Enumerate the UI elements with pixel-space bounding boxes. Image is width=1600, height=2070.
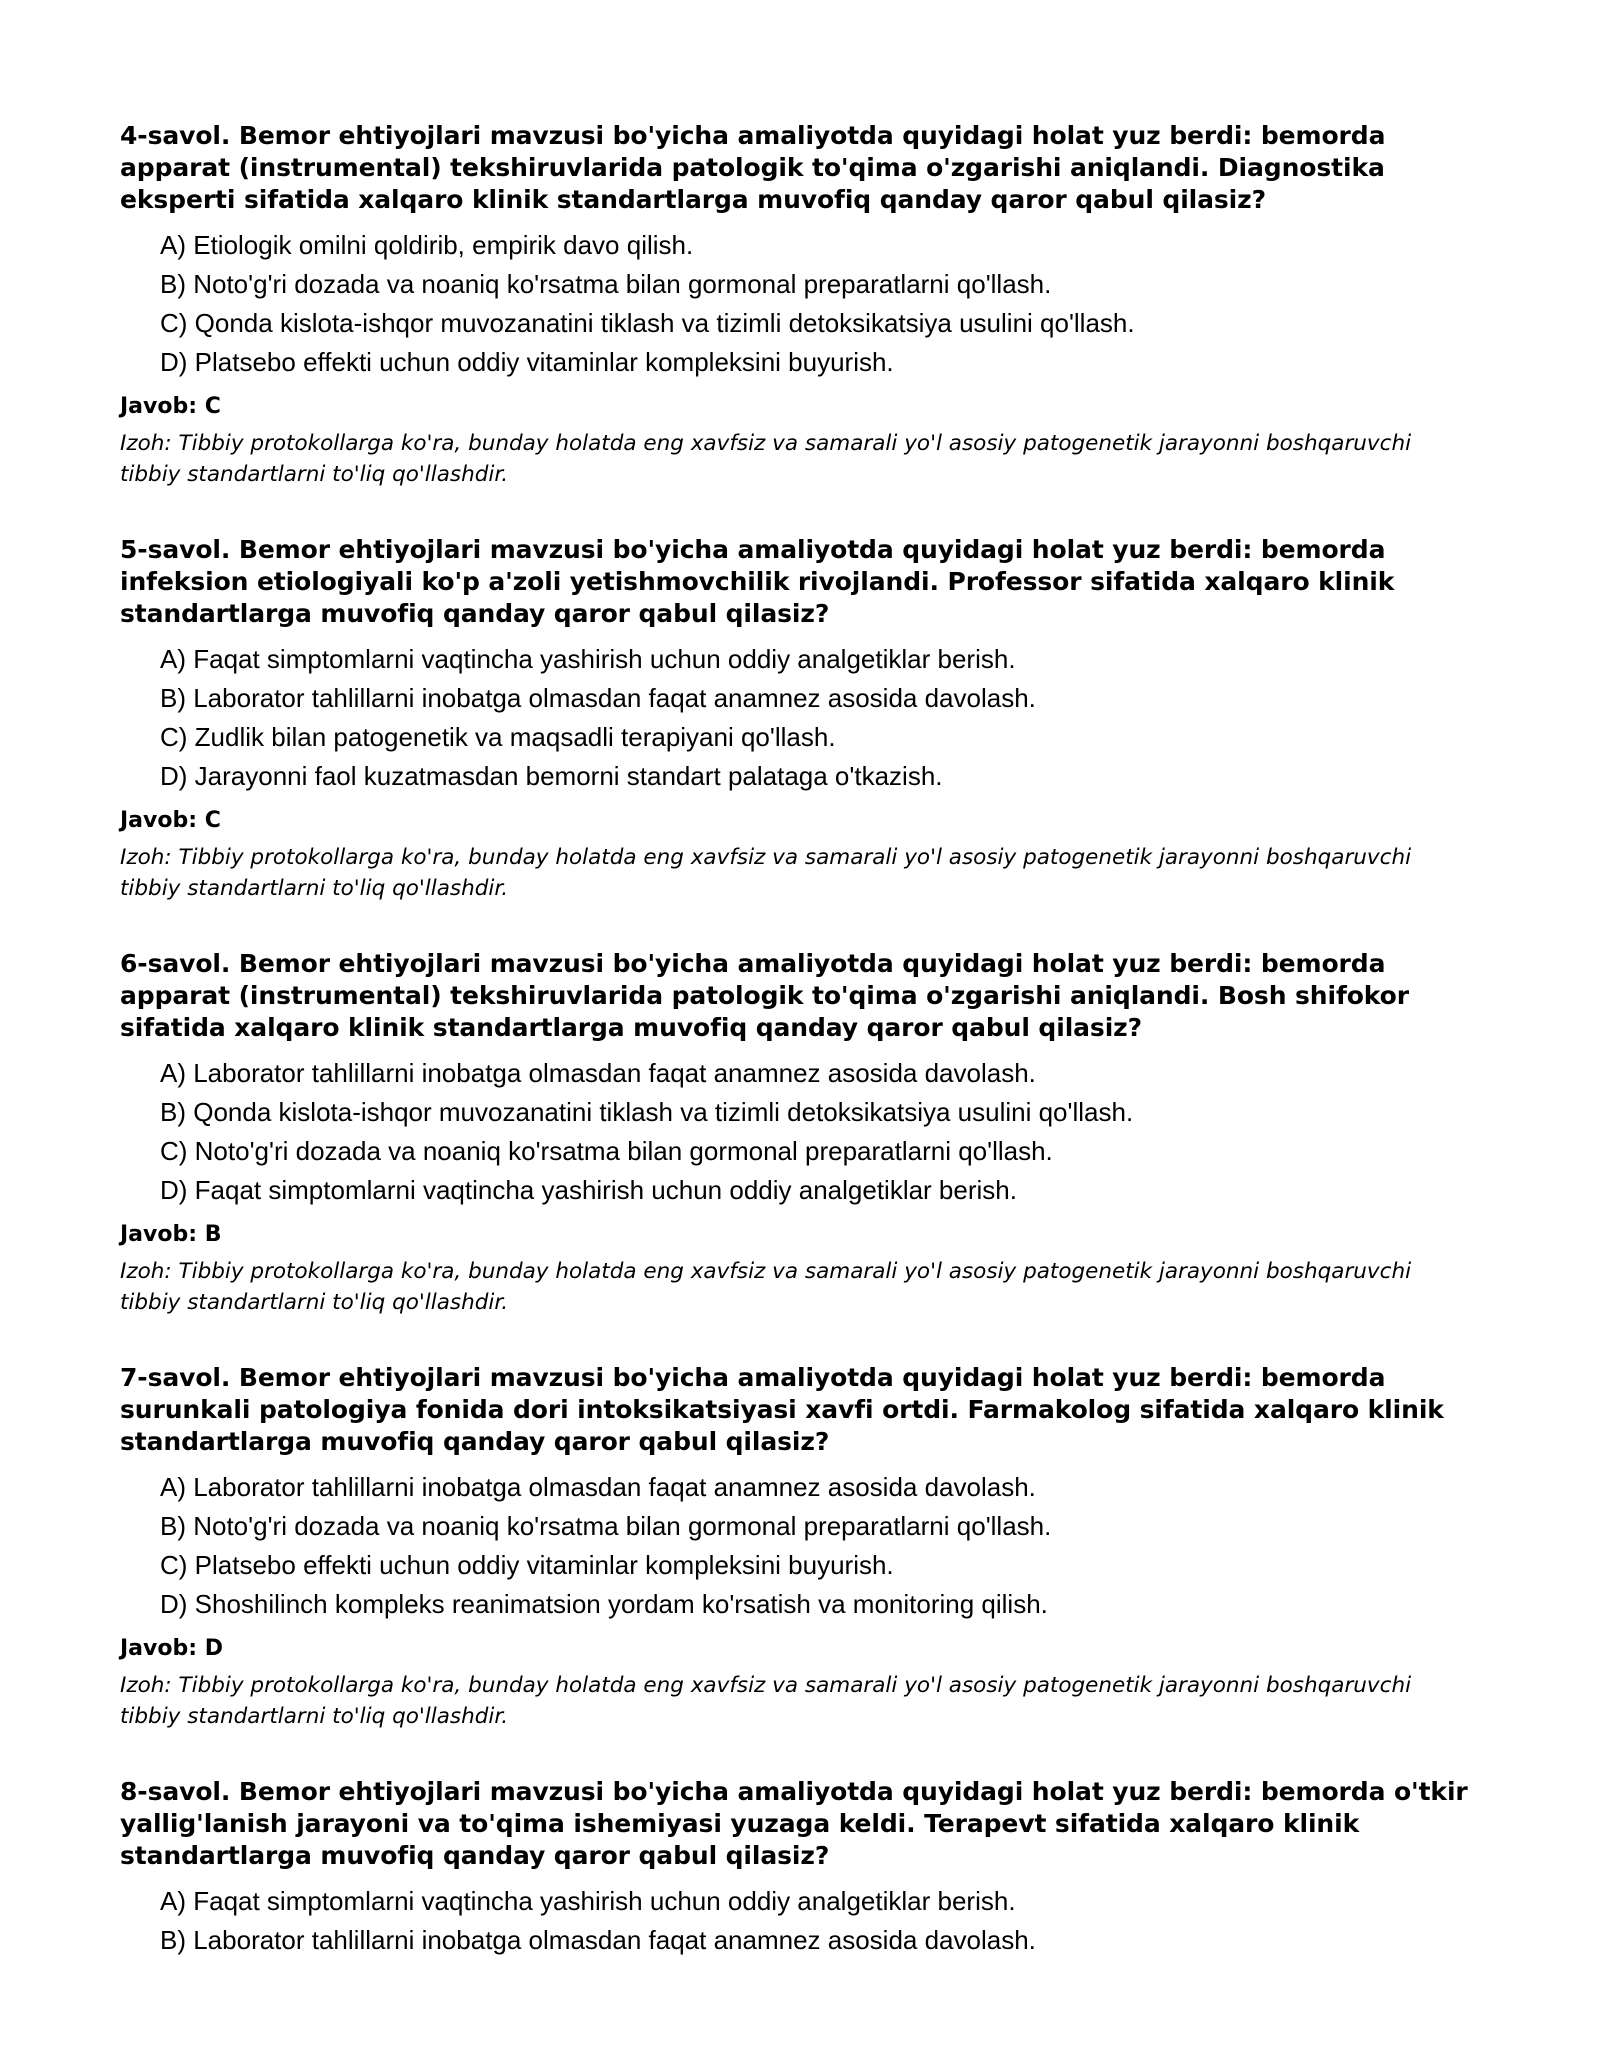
question-text: 6-savol. Bemor ehtiyojlari mavzusi bo'yicha amaliyotda quyidagi holat yuz berdi: bemorda apparat (instrumental) tekshiruvlarida patologik to'qima o'zgarishi aniqlandi. Bosh shifokor sifatida xalqaro klinik standartlarga muvofiq qanday qaror qabul qilasiz? <box>120 949 1409 1042</box>
option-d: D) Faqat simptomlarni vaqtincha yashirish uchun oddiy analgetiklar berish. <box>160 1175 1017 1205</box>
question-text: 4-savol. Bemor ehtiyojlari mavzusi bo'yicha amaliyotda quyidagi holat yuz berdi: bemorda apparat (instrumental) tekshiruvlarida patologik to'qima o'zgarishi aniqlandi. Diagnostika eksperti sifatida xalqaro klinik standartlarga muvofiq qanday qaror qabul qilasiz? <box>120 121 1386 214</box>
question-5 <box>120 534 1500 904</box>
option-list <box>120 226 1500 382</box>
question-7 <box>120 1362 1500 1732</box>
option-c: C) Noto'g'ri dozada va noaniq ko'rsatma bilan gormonal preparatlarni qo'llash. <box>160 1136 1053 1166</box>
explanation-text: Izoh: Tibbiy protokollarga ko'ra, bunday holatda eng xavfsiz va samarali yo'l asosiy patogenetik jarayonni boshqaruvchi tibbiy standartlarni to'liq qo'llashdir. <box>120 431 1412 487</box>
option-b: B) Laborator tahlillarni inobatga olmasdan faqat anamnez asosida davolash. <box>160 1925 1036 1955</box>
explanation-text: Izoh: Tibbiy protokollarga ko'ra, bunday holatda eng xavfsiz va samarali yo'l asosiy patogenetik jarayonni boshqaruvchi tibbiy standartlarni to'liq qo'llashdir. <box>120 1259 1412 1315</box>
question-4 <box>120 120 1500 490</box>
option-list <box>120 1468 1500 1624</box>
option-b: B) Laborator tahlillarni inobatga olmasdan faqat anamnez asosida davolash. <box>160 683 1036 713</box>
question-text: 5-savol. Bemor ehtiyojlari mavzusi bo'yicha amaliyotda quyidagi holat yuz berdi: bemorda infeksion etiologiyali ko'p a'zoli yetishmovchilik rivojlandi. Professor sifatida xalqaro klinik standartlarga muvofiq qanday qaror qabul qilasiz? <box>120 535 1395 628</box>
option-c: C) Qonda kislota-ishqor muvozanatini tiklash va tizimli detoksikatsiya usulini qo'llash. <box>160 308 1135 338</box>
option-b: B) Noto'g'ri dozada va noaniq ko'rsatma bilan gormonal preparatlarni qo'llash. <box>160 1511 1052 1541</box>
option-b: B) Noto'g'ri dozada va noaniq ko'rsatma bilan gormonal preparatlarni qo'llash. <box>160 269 1052 299</box>
explanation-text: Izoh: Tibbiy protokollarga ko'ra, bunday holatda eng xavfsiz va samarali yo'l asosiy patogenetik jarayonni boshqaruvchi tibbiy standartlarni to'liq qo'llashdir. <box>120 1673 1412 1729</box>
option-d: D) Shoshilinch kompleks reanimatsion yordam ko'rsatish va monitoring qilish. <box>160 1589 1048 1619</box>
question-8 <box>120 1776 1500 1960</box>
option-a: A) Faqat simptomlarni vaqtincha yashirish uchun oddiy analgetiklar berish. <box>160 1886 1016 1916</box>
option-d: D) Jarayonni faol kuzatmasdan bemorni standart palataga o'tkazish. <box>160 761 943 791</box>
answer-label: Javob: C <box>120 394 221 419</box>
answer-label: Javob: B <box>120 1222 222 1247</box>
option-list <box>120 1054 1500 1210</box>
answer-label: Javob: C <box>120 808 221 833</box>
document-page <box>120 120 1500 2004</box>
option-c: C) Platsebo effekti uchun oddiy vitaminlar kompleksini buyurish. <box>160 1550 894 1580</box>
option-b: B) Qonda kislota-ishqor muvozanatini tiklash va tizimli detoksikatsiya usulini qo'llash. <box>160 1097 1134 1127</box>
option-c: C) Zudlik bilan patogenetik va maqsadli terapiyani qo'llash. <box>160 722 836 752</box>
option-list <box>120 640 1500 796</box>
explanation-text: Izoh: Tibbiy protokollarga ko'ra, bunday holatda eng xavfsiz va samarali yo'l asosiy patogenetik jarayonni boshqaruvchi tibbiy standartlarni to'liq qo'llashdir. <box>120 845 1412 901</box>
option-a: A) Faqat simptomlarni vaqtincha yashirish uchun oddiy analgetiklar berish. <box>160 644 1016 674</box>
option-d: D) Platsebo effekti uchun oddiy vitaminlar kompleksini buyurish. <box>160 347 894 377</box>
question-6 <box>120 948 1500 1318</box>
question-text: 7-savol. Bemor ehtiyojlari mavzusi bo'yicha amaliyotda quyidagi holat yuz berdi: bemorda surunkali patologiya fonida dori intoksikatsiyasi xavfi ortdi. Farmakolog sifatida xalqaro klinik standartlarga muvofiq qanday qaror qabul qilasiz? <box>120 1363 1444 1456</box>
option-a: A) Etiologik omilni qoldirib, empirik davo qilish. <box>160 230 694 260</box>
option-list <box>120 1882 1500 1960</box>
option-a: A) Laborator tahlillarni inobatga olmasdan faqat anamnez asosida davolash. <box>160 1058 1036 1088</box>
answer-label: Javob: D <box>120 1636 223 1661</box>
question-text: 8-savol. Bemor ehtiyojlari mavzusi bo'yicha amaliyotda quyidagi holat yuz berdi: bemorda o'tkir yallig'lanish jarayoni va to'qima ishemiyasi yuzaga keldi. Terapevt sifatida xalqaro klinik standartlarga muvofiq qanday qaror qabul qilasiz? <box>120 1777 1468 1870</box>
option-a: A) Laborator tahlillarni inobatga olmasdan faqat anamnez asosida davolash. <box>160 1472 1036 1502</box>
